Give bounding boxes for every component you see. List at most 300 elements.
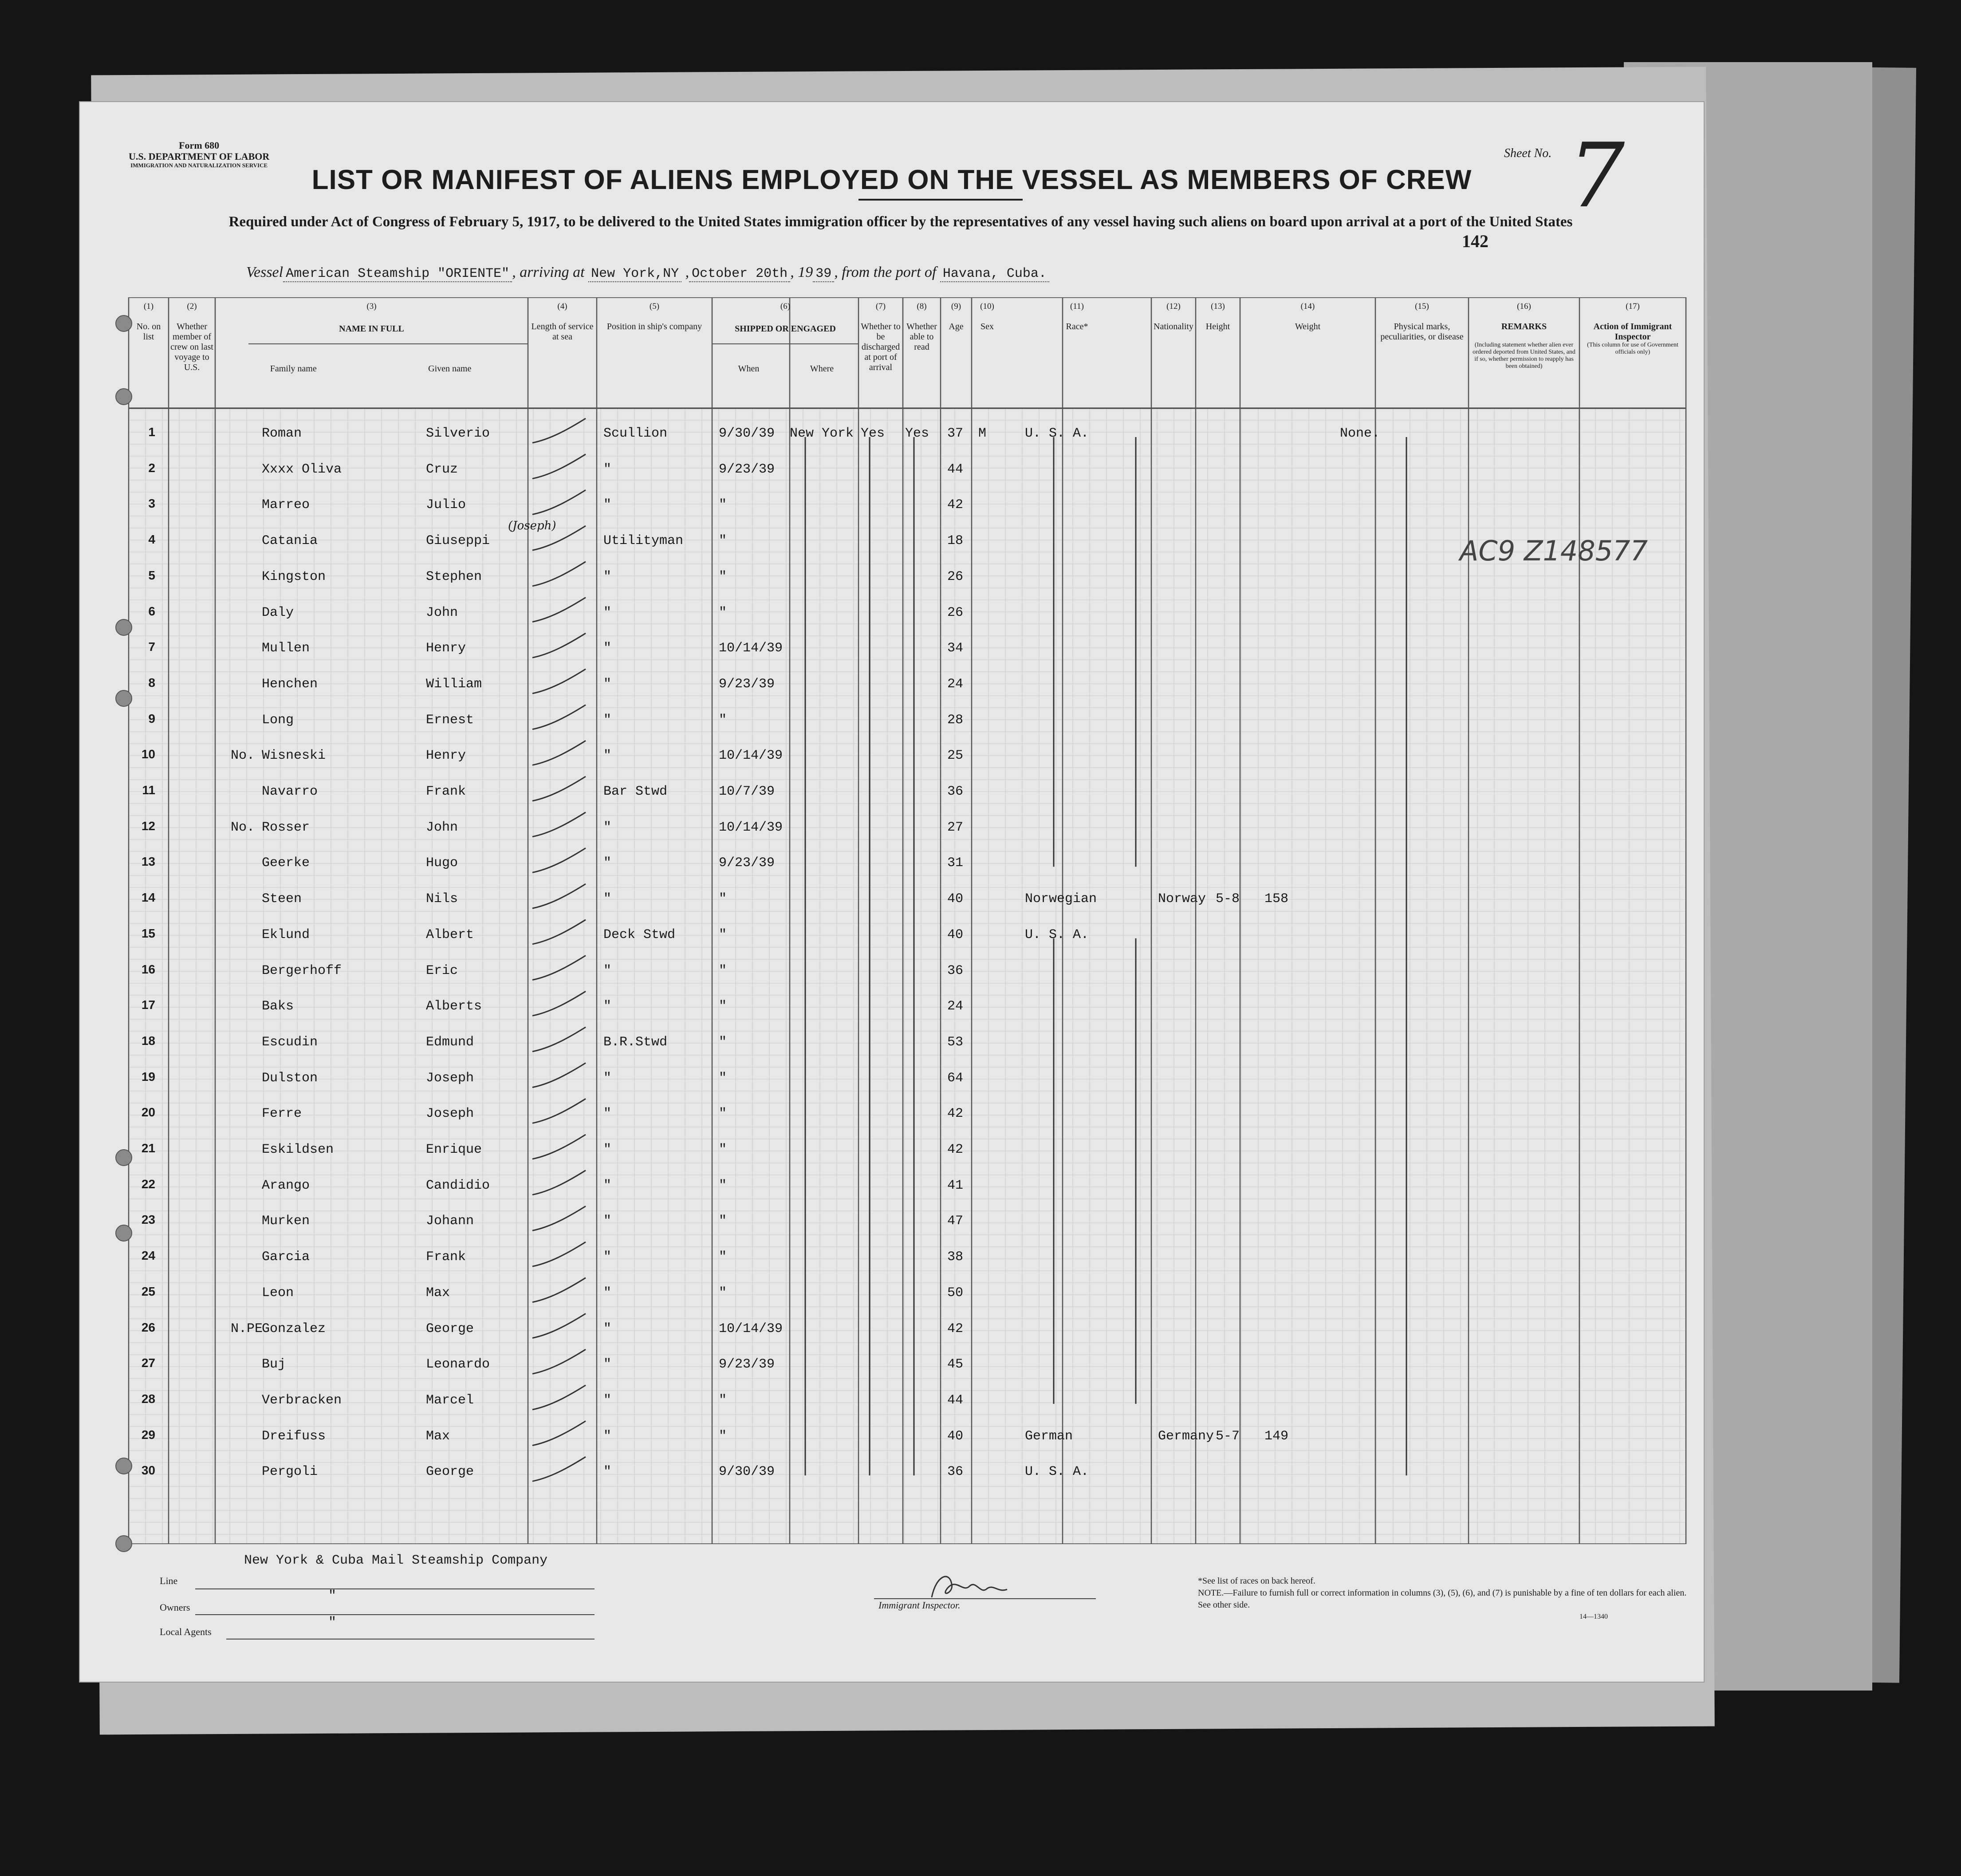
row-number: 7 [148, 640, 155, 654]
column-number: (12) [1166, 302, 1181, 311]
cell-age: 38 [947, 1249, 964, 1265]
cell-family: Bergerhoff [262, 963, 342, 978]
cell-given: Max [426, 1285, 450, 1301]
cell-position: " [603, 641, 612, 656]
cell-when: 9/30/39 [719, 1464, 775, 1480]
cell-position: " [603, 999, 612, 1014]
cell-given: Frank [426, 784, 466, 799]
manifest-footer [80, 1553, 1704, 1673]
cell-given: Frank [426, 1249, 466, 1265]
cell-last: N.PE [231, 1321, 263, 1336]
cell-weight: 158 [1264, 891, 1289, 907]
row-number: 24 [141, 1249, 155, 1263]
cell-given: Joseph [426, 1106, 474, 1122]
punch-hole [115, 315, 132, 332]
column-header: Race* [1066, 322, 1088, 331]
cell-age: 40 [947, 1428, 964, 1444]
cell-given: Henry [426, 748, 466, 764]
cell-age: 44 [947, 461, 964, 477]
cell-nationality: Germany [1158, 1428, 1214, 1444]
cell-when: 9/23/39 [719, 855, 775, 871]
service-tick-mark [532, 454, 586, 479]
cell-position: Bar Stwd [603, 784, 668, 799]
cell-given: William [426, 676, 482, 692]
cell-position: Utilityman [603, 533, 684, 549]
cell-age: 42 [947, 1142, 964, 1157]
cell-given: Edmund [426, 1034, 474, 1050]
owners-value: " [328, 1588, 337, 1604]
row-number: 1 [148, 425, 155, 439]
cell-race: German [1025, 1428, 1073, 1444]
column-number: (5) [649, 302, 660, 311]
cell-when: " [719, 1070, 727, 1086]
service-tick-mark [532, 1242, 586, 1266]
cell-when: 9/23/39 [719, 1357, 775, 1372]
cell-given: Julio [426, 497, 466, 513]
column-number: (7) [875, 302, 886, 311]
cell-when: " [719, 1106, 727, 1122]
row-number: 11 [142, 783, 155, 797]
cell-age: 53 [947, 1034, 964, 1050]
row-number: 19 [141, 1069, 155, 1084]
cell-position: " [603, 1106, 612, 1122]
document-subtitle: Required under Act of Congress of February 5, 1917, to be delivered to the United States immigration officer by the representatives of any vessel having such aliens on board upon arrival at a port of the United States [228, 214, 1573, 230]
cell-family: Murken [262, 1214, 310, 1229]
sheet-number: 7 [1568, 124, 1625, 228]
column-header: Weight [1295, 322, 1321, 331]
cell-family: Escudin [262, 1034, 318, 1050]
page-number: 142 [1462, 231, 1488, 251]
cell-when: 10/14/39 [719, 748, 783, 764]
cell-last: No. [231, 748, 255, 764]
cell-family: Kingston [262, 569, 326, 584]
footnote [1198, 1575, 1695, 1611]
cell-height: 5-8 [1216, 891, 1240, 907]
cell-when: " [719, 497, 727, 513]
service-tick-mark [532, 741, 586, 765]
row-number: 20 [141, 1105, 155, 1119]
cell-when: " [719, 963, 727, 978]
cell-age: 50 [947, 1285, 964, 1301]
cell-position: " [603, 1357, 612, 1372]
cell-family: Arango [262, 1178, 310, 1193]
column-header: NAME IN FULL [339, 324, 404, 334]
row-number: 27 [141, 1356, 155, 1370]
cell-age: 24 [947, 999, 964, 1014]
cell-position: " [603, 569, 612, 584]
column-header: No. on list [136, 322, 161, 342]
cell-age: 37 [947, 426, 964, 441]
column-number: (6) [780, 302, 791, 311]
service-tick-mark [532, 848, 586, 872]
sheet-label: Sheet No. [1504, 146, 1552, 160]
cell-position: " [603, 712, 612, 728]
cell-given: Eric [426, 963, 458, 978]
row-number: 28 [141, 1391, 155, 1406]
arriving-label: , arriving at [512, 264, 585, 280]
cell-position: " [603, 1249, 612, 1265]
cell-given: John [426, 605, 458, 620]
column-header: Whether able to read [906, 322, 937, 352]
cell-when: 10/14/39 [719, 641, 783, 656]
cell-given: Enrique [426, 1142, 482, 1157]
cell-given: John [426, 820, 458, 835]
cell-given: Ernest [426, 712, 474, 728]
cell-family: Eklund [262, 927, 310, 942]
column-header: Whether member of crew on last voyage to U.S. [170, 322, 213, 372]
punch-hole [115, 619, 132, 636]
handwritten-remark: AC9 Z148577 [1460, 535, 1648, 567]
cell-position: B.R.Stwd [603, 1034, 668, 1050]
arrival-port: New York,NY [588, 266, 681, 282]
service-tick-mark [532, 562, 586, 586]
row-number: 15 [141, 926, 155, 940]
cell-when: " [719, 1142, 727, 1157]
service-tick-mark [532, 705, 586, 729]
cell-given: George [426, 1464, 474, 1480]
column-number: (15) [1415, 302, 1429, 311]
year-prefix: , 19 [790, 264, 813, 280]
row-number: 12 [141, 819, 155, 833]
cell-given: Johann [426, 1214, 474, 1229]
line-rule [195, 1588, 595, 1589]
cell-family: Mullen [262, 641, 310, 656]
cell-position: " [603, 461, 612, 477]
service-tick-mark [532, 1206, 586, 1230]
cell-position: " [603, 1142, 612, 1157]
cell-given: Hugo [426, 855, 458, 871]
cell-age: 25 [947, 748, 964, 764]
column-number: (13) [1211, 302, 1225, 311]
cell-family: Catania [262, 533, 318, 549]
punch-hole [115, 1149, 132, 1166]
service-tick-mark [532, 490, 586, 514]
inspector-label: Immigrant Inspector. [878, 1600, 961, 1611]
departure-port: Havana, Cuba. [940, 266, 1049, 282]
punch-hole [115, 388, 132, 405]
column-header: Whether to be discharged at port of arrival [861, 322, 901, 372]
cell-given: Giuseppi [426, 533, 490, 549]
cell-age: 45 [947, 1357, 964, 1372]
cell-age: 18 [947, 533, 964, 549]
column-number: (14) [1300, 302, 1315, 311]
service-tick-mark [532, 991, 586, 1016]
cell-when: " [719, 1392, 727, 1408]
cell-when: " [719, 1285, 727, 1301]
table-grid-lines [115, 297, 1695, 1544]
cell-age: 36 [947, 963, 964, 978]
cell-last: No. [231, 820, 255, 835]
cell-age: 36 [947, 1464, 964, 1480]
cell-family: Henchen [262, 676, 318, 692]
cell-when: " [719, 569, 727, 584]
service-name: IMMIGRATION AND NATURALIZATION SERVICE [130, 162, 268, 169]
cell-family: Garcia [262, 1249, 310, 1265]
line-value: New York & Cuba Mail Steamship Company [244, 1553, 548, 1568]
cell-family: Steen [262, 891, 302, 907]
column-note: (This column for use of Government officials only) [1587, 342, 1678, 356]
cell-family: Dulston [262, 1070, 318, 1086]
cell-position: " [603, 748, 612, 764]
cell-age: 42 [947, 497, 964, 513]
cell-when: " [719, 533, 727, 549]
cell-read: Yes [905, 426, 929, 441]
column-subheader: Given name [428, 364, 472, 374]
cell-where: New York [790, 426, 854, 441]
cell-position: " [603, 1178, 612, 1193]
cell-age: 40 [947, 891, 964, 907]
column-header: Physical marks, peculiarities, or disease [1380, 322, 1464, 342]
column-number: (8) [917, 302, 927, 311]
cell-family: Baks [262, 999, 294, 1014]
service-tick-mark [532, 1063, 586, 1088]
cell-family: Verbracken [262, 1392, 342, 1408]
cell-family: Pergoli [262, 1464, 318, 1480]
cell-position: " [603, 1321, 612, 1336]
agents-label: Local Agents [160, 1626, 212, 1637]
from-label: , from the port of [834, 264, 937, 280]
row-number: 26 [141, 1320, 155, 1334]
print-number: 14—1340 [1579, 1613, 1608, 1620]
column-number: (4) [557, 302, 567, 311]
cell-given: George [426, 1321, 474, 1336]
row-number: 30 [141, 1463, 155, 1478]
cell-when: " [719, 999, 727, 1014]
cell-family: Leon [262, 1285, 294, 1301]
cell-given: Alberts [426, 999, 482, 1014]
agents-value: " [328, 1615, 337, 1630]
column-header: Height [1205, 322, 1230, 331]
punch-hole [115, 1535, 132, 1552]
cell-family: Buj [262, 1357, 286, 1372]
punch-hole [115, 690, 132, 707]
cell-when: " [719, 605, 727, 620]
cell-when: " [719, 1034, 727, 1050]
cell-given: Cruz [426, 461, 458, 477]
cell-given: Candidio [426, 1178, 490, 1193]
cell-given: Marcel [426, 1392, 474, 1408]
cell-age: 42 [947, 1321, 964, 1336]
cell-when: " [719, 712, 727, 728]
cell-age: 44 [947, 1392, 964, 1408]
row-number: 25 [141, 1284, 155, 1298]
owners-label: Owners [160, 1602, 190, 1613]
cell-race: U. S. A. [1025, 927, 1089, 942]
cell-family: Marreo [262, 497, 310, 513]
cell-position: " [603, 676, 612, 692]
vessel-label: Vessel [246, 264, 284, 280]
cell-when: 10/14/39 [719, 820, 783, 835]
service-tick-mark [532, 1278, 586, 1302]
column-number: (3) [366, 302, 377, 311]
cell-when: " [719, 1428, 727, 1444]
service-tick-mark [532, 1349, 586, 1374]
column-number: (9) [951, 302, 961, 311]
cell-age: 42 [947, 1106, 964, 1122]
row-number: 14 [141, 891, 155, 905]
cell-age: 26 [947, 569, 964, 584]
column-number: (16) [1517, 302, 1531, 311]
cell-age: 26 [947, 605, 964, 620]
vessel-name: American Steamship "ORIENTE" [283, 266, 512, 282]
service-tick-mark [532, 669, 586, 694]
column-header: REMARKS [1501, 322, 1547, 331]
cell-position: " [603, 605, 612, 620]
service-tick-mark [532, 1171, 586, 1195]
row-number: 8 [148, 675, 155, 690]
row-number: 2 [148, 461, 155, 475]
cell-position: " [603, 1464, 612, 1480]
cell-position: " [603, 891, 612, 907]
crew-table [115, 297, 1695, 1544]
service-tick-mark [532, 1385, 586, 1410]
cell-discharged: Yes [861, 426, 885, 441]
cell-race: U. S. A. [1025, 426, 1089, 441]
cell-age: 47 [947, 1214, 964, 1229]
cell-family: Roman [262, 426, 302, 441]
cell-age: 27 [947, 820, 964, 835]
column-number: (1) [143, 302, 154, 311]
cell-age: 34 [947, 641, 964, 656]
footnote-penalty: NOTE.—Failure to furnish full or correct information in columns (3), (5), (6), and (7) is punishable by a fine of ten dollars for each alien. See other side. [1198, 1588, 1687, 1610]
department-name: U.S. DEPARTMENT OF LABOR [129, 151, 270, 162]
cell-position: Deck Stwd [603, 927, 676, 942]
cell-age: 41 [947, 1178, 964, 1193]
row-number: 21 [141, 1141, 155, 1155]
cell-when: 9/23/39 [719, 676, 775, 692]
owners-rule [195, 1614, 595, 1615]
service-tick-mark [532, 1457, 586, 1481]
cell-family: Rosser [262, 820, 310, 835]
agents-rule [226, 1639, 595, 1640]
cell-height: 5-7 [1216, 1428, 1240, 1444]
cell-age: 28 [947, 712, 964, 728]
service-tick-mark [532, 1135, 586, 1159]
cell-age: 31 [947, 855, 964, 871]
cell-position: " [603, 1214, 612, 1229]
cell-when: " [719, 1249, 727, 1265]
column-subheader: Where [810, 364, 834, 374]
column-subheader: When [738, 364, 760, 374]
cell-position: " [603, 820, 612, 835]
cell-when: " [719, 1178, 727, 1193]
row-number: 10 [141, 747, 155, 761]
cell-race: Norwegian [1025, 891, 1097, 907]
column-note: (Including statement whether alien ever ordered deported from United States, and if so, whether permission to reapply has been obtained) [1473, 342, 1575, 370]
inspector-rule [874, 1598, 1096, 1599]
cell-position: " [603, 855, 612, 871]
cell-when: 10/7/39 [719, 784, 775, 799]
cell-position: " [603, 1428, 612, 1444]
column-header: SHIPPED OR ENGAGED [735, 324, 836, 334]
cell-position: " [603, 1285, 612, 1301]
cell-given: Max [426, 1428, 450, 1444]
row-number: 23 [141, 1213, 155, 1227]
cell-position: " [603, 963, 612, 978]
cell-when: " [719, 927, 727, 942]
cell-family: Daly [262, 605, 294, 620]
service-tick-mark [532, 418, 586, 443]
cell-family: Xxxx Oliva [262, 461, 342, 477]
row-number: 5 [148, 568, 155, 582]
service-tick-mark [532, 1314, 586, 1338]
column-header: Position in ship's company [606, 322, 702, 331]
service-tick-mark [532, 633, 586, 658]
cell-family: Wisneski [262, 748, 326, 764]
cell-race: U. S. A. [1025, 1464, 1089, 1480]
column-header: Action of Immigrant Inspector [1593, 322, 1672, 342]
service-tick-mark [532, 598, 586, 622]
cell-family: Long [262, 712, 294, 728]
cell-position: " [603, 1070, 612, 1086]
cell-nationality: Norway [1158, 891, 1206, 907]
row-number: 18 [141, 1033, 155, 1048]
cell-given: Silverio [426, 426, 490, 441]
service-tick-mark [532, 776, 586, 801]
row-number: 29 [141, 1427, 155, 1442]
cell-when: " [719, 891, 727, 907]
cell-sex: M [978, 426, 987, 441]
cell-when: 9/23/39 [719, 461, 775, 477]
column-number: (11) [1070, 302, 1084, 311]
cell-position: Scullion [603, 426, 668, 441]
cell-position: " [603, 1392, 612, 1408]
cell-age: 40 [947, 927, 964, 942]
cell-given: Stephen [426, 569, 482, 584]
cell-family: Navarro [262, 784, 318, 799]
cell-given: Leonardo [426, 1357, 490, 1372]
cell-marks: None. [1340, 426, 1380, 441]
column-header: Length of service at sea [531, 322, 594, 342]
form-number: Form 680 [179, 140, 220, 151]
cell-given: Henry [426, 641, 466, 656]
cell-family: Gonzalez [262, 1321, 326, 1336]
cell-when: 9/30/39 [719, 426, 775, 441]
row-number: 3 [148, 497, 155, 511]
cell-family: Geerke [262, 855, 310, 871]
punch-hole [115, 1225, 132, 1241]
document-title: LIST OR MANIFEST OF ALIENS EMPLOYED ON THE VESSEL AS MEMBERS OF CREW [311, 165, 1472, 195]
line-label: Line [160, 1575, 178, 1586]
arrival-date: October 20th [689, 266, 790, 282]
column-header: Nationality [1154, 322, 1193, 331]
vessel-line: Vessel American Steamship "ORIENTE" , arriving at New York,NY , October 20th , 19 39 , from the port of Havana, Cuba. [246, 264, 1049, 281]
cell-age: 64 [947, 1070, 964, 1086]
arrival-year: 39 [813, 266, 834, 282]
service-tick-mark [532, 1421, 586, 1446]
cell-family: Eskildsen [262, 1142, 334, 1157]
cell-position: " [603, 497, 612, 513]
punch-hole [115, 1458, 132, 1474]
cell-family: Dreifuss [262, 1428, 326, 1444]
column-header: Age [949, 322, 964, 331]
service-tick-mark [532, 1099, 586, 1123]
row-number: 16 [141, 962, 155, 976]
row-number: 9 [148, 711, 155, 725]
cell-family: Ferre [262, 1106, 302, 1122]
column-number: (2) [187, 302, 197, 311]
cell-given: Albert [426, 927, 474, 942]
column-number: (17) [1626, 302, 1640, 311]
cell-when: " [719, 1214, 727, 1229]
row-number: 6 [148, 604, 155, 618]
column-header: Sex [980, 322, 994, 331]
cell-given: Nils [426, 891, 458, 907]
cell-given-note: (Joseph) [508, 519, 556, 533]
row-number: 4 [148, 532, 155, 547]
column-subheader: Family name [270, 364, 317, 374]
service-tick-mark [532, 1027, 586, 1052]
